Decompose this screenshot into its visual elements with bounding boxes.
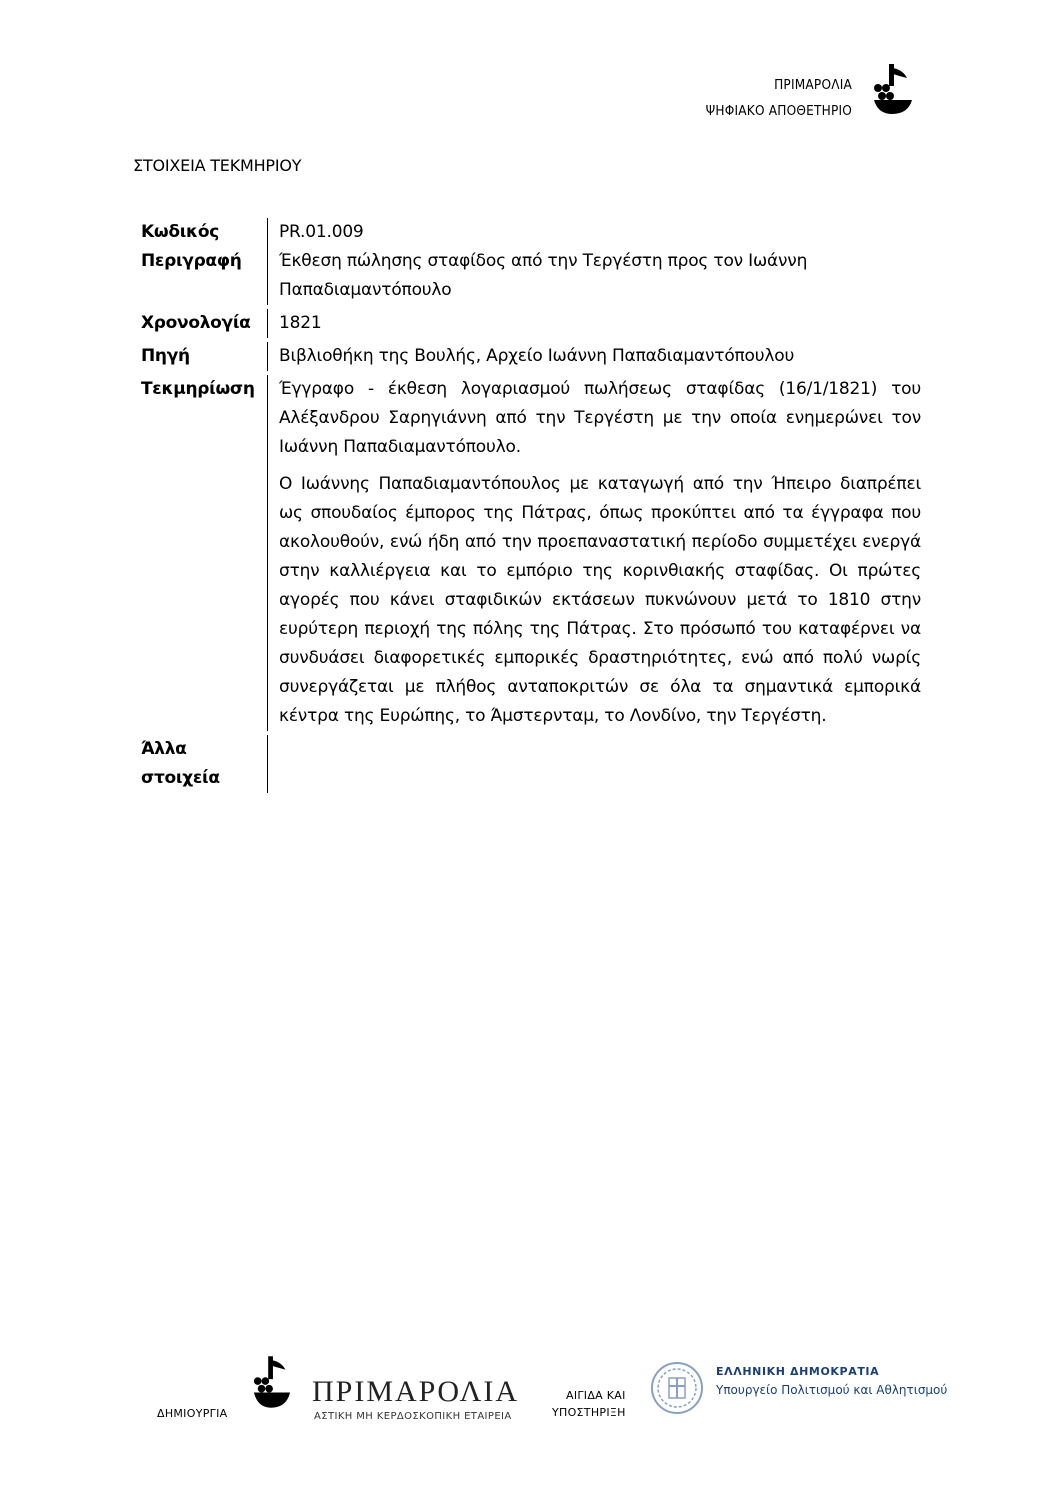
primarolia-ship-logo-icon <box>872 64 914 114</box>
metadata-table <box>141 218 921 793</box>
footer-brand: ΠΡΙΜΑΡΟΛΙΑ <box>312 1375 520 1408</box>
source-label: Πηγή <box>141 342 268 371</box>
other-label-line-2: στοιχεία <box>141 768 220 788</box>
row-code <box>141 218 921 247</box>
primarolia-footer-logo-icon <box>252 1355 292 1409</box>
code-value: PR.01.009 <box>279 222 364 242</box>
other-value <box>268 735 921 793</box>
description-label: Περιγραφή <box>141 247 268 305</box>
documentation-paragraph-2: Ο Ιωάννης Παπαδιαμαντόπουλος με καταγωγή από την Ήπειρο διαπρέπει ως σπουδαίος έμπορος της Πάτρας, όπως προκύπτει από τα έγγραφα που ακολουθούν, ενώ ήδη από την προεπαναστατική περίοδο συμμετέχει ενεργά στην καλλιέργεια και το εμπόριο της κορινθιακής σταφίδας. Οι πρώτες αγορές που κάνει σταφιδικών εκτάσεων πυκνώνουν μετά το 1810 στην ευρύτερη περιοχή της πόλης της Πάτρας. Στο πρόσωπό του καταφέρνει να συνδυάσει διαφορετικές εμπορικές δραστηριότητες, ενώ από πολύ νωρίς συνεργάζεται με πλήθος ανταποκριτών σε όλα τα σημαντικά εμπορικά κέντρα της Ευρώπης, το Άμστερνταμ, το Λονδίνο, την Τεργέστη. <box>279 474 921 726</box>
support-label-line-2: ΥΠΟΣΤΗΡΙΞΗ <box>552 1406 626 1419</box>
date-value: 1821 <box>279 313 322 333</box>
row-description <box>141 247 921 305</box>
footer-brand-subtitle: ΑΣΤΙΚΗ ΜΗ ΚΕΡΔΟΣΚΟΠΙΚΗ ΕΤΑΙΡΕΙΑ <box>314 1411 512 1422</box>
description-value <box>268 247 921 305</box>
support-label-line-1: ΑΙΓΙΔΑ ΚΑΙ <box>566 1389 626 1402</box>
gov-subtitle: Υπουργείο Πολιτισμού και Αθλητισμού <box>716 1383 948 1397</box>
source-value: Βιβλιοθήκη της Βουλής, Αρχείο Ιωάννη Παπαδιαμαντόπουλου <box>279 346 795 366</box>
other-label-line-1: Άλλα <box>141 739 187 759</box>
documentation-paragraph-1: Έγγραφο - έκθεση λογαριασμού πωλήσεως σταφίδας (16/1/1821) του Αλέξανδρου Σαρηγιάννη από την Τεργέστη με την οποία ενημερώνει τον Ιωάννη Παπαδιαμαντόπουλο. <box>279 379 921 457</box>
other-label <box>141 735 268 793</box>
row-documentation <box>141 371 921 731</box>
description-text: Έκθεση πώλησης σταφίδος από την Τεργέστη προς τον Ιωάννη Παπαδιαμαντόπουλο <box>279 251 808 300</box>
documentation-value <box>268 375 921 731</box>
footer <box>0 1355 1058 1435</box>
gov-title: ΕΛΛΗΝΙΚΗ ΔΗΜΟΚΡΑΤΙΑ <box>716 1365 880 1378</box>
hellenic-republic-seal-icon <box>650 1361 704 1415</box>
creation-label: ΔΗΜΙΟΥΡΓΙΑ <box>157 1407 228 1420</box>
header-title-block <box>706 72 852 124</box>
code-label: Κωδικός <box>141 218 268 247</box>
row-date <box>141 305 921 338</box>
row-source <box>141 338 921 371</box>
header-line-2: ΨΗΦΙΑΚΟ ΑΠΟΘΕΤΗΡΙΟ <box>705 103 852 119</box>
row-other <box>141 731 921 793</box>
documentation-label: Τεκμηρίωση <box>141 375 268 731</box>
section-title: ΣΤΟΙΧΕΙΑ ΤΕΚΜΗΡΙΟΥ <box>133 156 302 175</box>
header-line-1: ΠΡΙΜΑΡΟΛΙΑ <box>774 77 852 93</box>
date-label: Χρονολογία <box>141 309 268 338</box>
